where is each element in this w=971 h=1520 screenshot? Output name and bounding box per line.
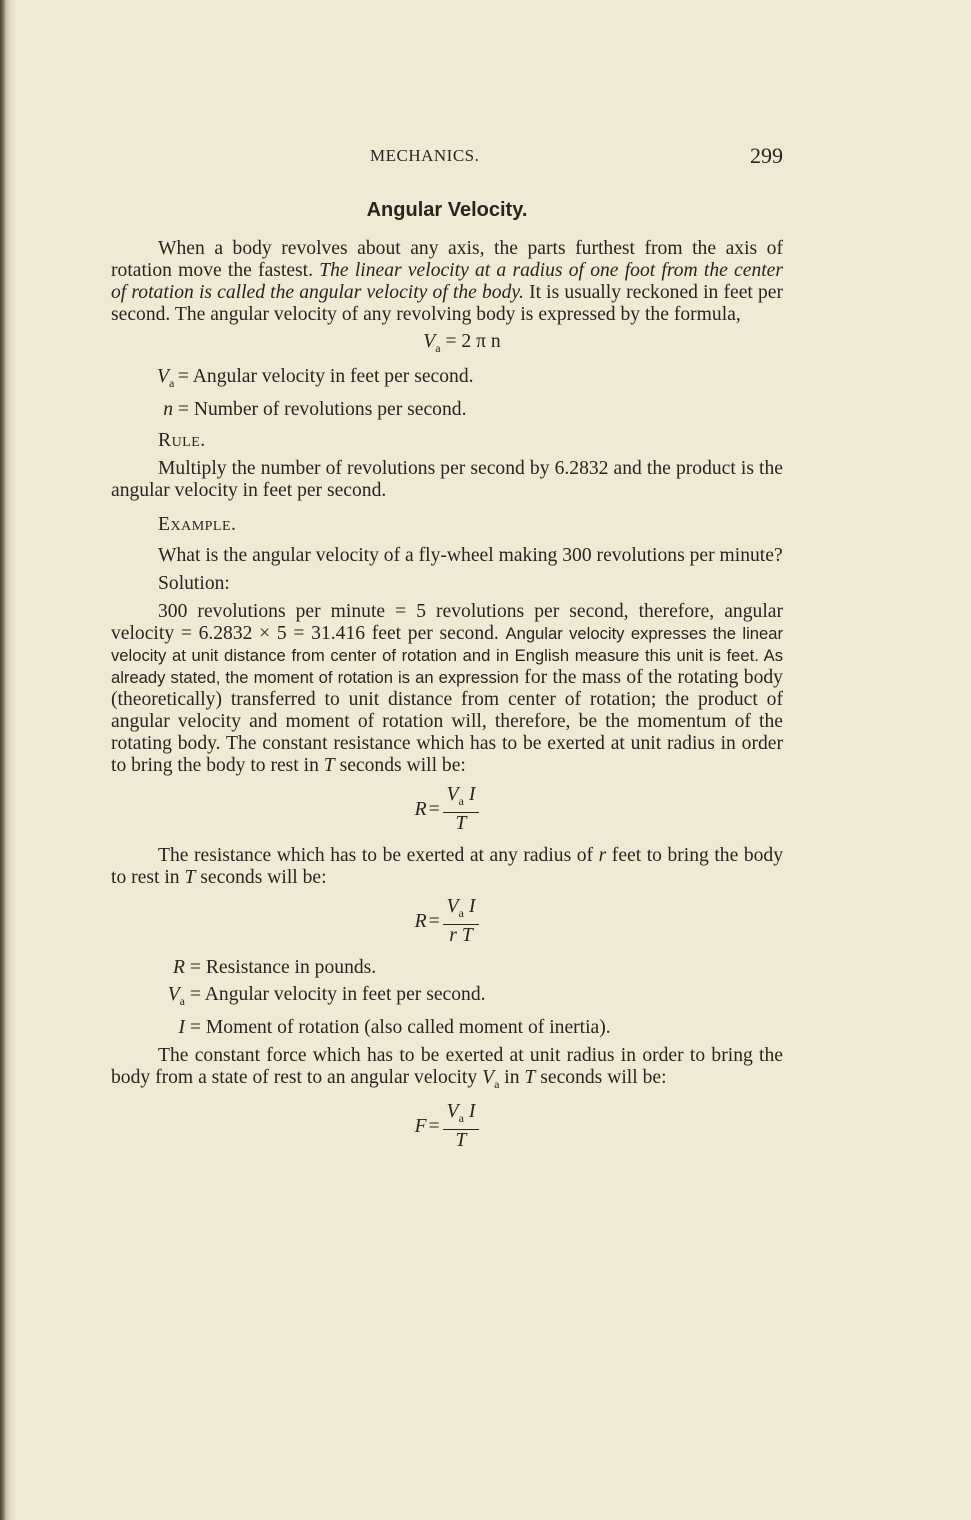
definition-item	[157, 366, 783, 394]
solution-label: Solution:	[158, 572, 230, 594]
book-binding-edge	[0, 0, 16, 1520]
definition-subscript: a	[168, 375, 175, 390]
rule-text: Multiply the number of revolutions per second by 6.2832 and the product is the angular velocity in feet per second.	[111, 457, 783, 501]
variable-t: T	[323, 754, 335, 776]
variable-subscript: a	[494, 1076, 500, 1091]
definition-symbol: R	[173, 956, 185, 978]
definition-text: = Resistance in pounds.	[189, 956, 377, 978]
fraction	[443, 785, 480, 835]
definitions-list-1	[111, 366, 783, 421]
force-formula	[111, 1102, 783, 1152]
definition-symbol: V	[157, 365, 169, 387]
section-title: Angular Velocity.	[366, 199, 528, 221]
intro-text-1: When a body revolves about any axis, the parts furthest from the axis of rotation move the fastest.	[111, 238, 783, 281]
intro-text-2: It is usually reckoned in feet per second. The angular velocity of any revolving body is expressed by the formula,	[111, 282, 783, 325]
formula-equals: =	[428, 910, 440, 932]
page-body	[111, 238, 783, 1162]
force-text-start: The constant force which has to be exerted at unit radius in order to bring the body from a state of rest to an angular velocity	[111, 1044, 783, 1088]
running-head: MECHANICS.	[370, 146, 480, 165]
definition-symbol: n	[163, 398, 173, 420]
example-question: What is the angular velocity of a fly-wheel making 300 revolutions per minute?	[158, 544, 783, 566]
definition-text: = Angular velocity in feet per second.	[177, 365, 474, 387]
force-paragraph	[111, 1045, 783, 1095]
variable-t: T	[524, 1066, 536, 1088]
solution-continuation-end: seconds will be:	[339, 754, 466, 776]
definition-item	[157, 399, 783, 421]
variable-t: T	[184, 866, 196, 888]
force-text-end: seconds will be:	[540, 1066, 667, 1088]
fraction	[443, 1102, 480, 1152]
definition-item	[157, 1017, 783, 1039]
solution-paragraph	[111, 601, 783, 777]
definition-symbol: I	[178, 1016, 185, 1038]
formula-lhs: V	[423, 331, 436, 352]
resistance-formula-radius	[111, 897, 783, 947]
force-text-middle: in	[504, 1066, 520, 1088]
radius-paragraph	[111, 845, 783, 889]
formula-lhs: R	[414, 910, 427, 932]
fraction-numerator: $V_a$ I	[443, 1102, 480, 1130]
definition-text: = Moment of rotation (also called moment of inertia).	[189, 1016, 611, 1038]
formula-equals: =	[428, 798, 440, 820]
fraction-denominator: r T	[449, 924, 473, 946]
formula-subscript: a	[435, 340, 441, 355]
definition-item	[157, 984, 783, 1012]
rule-heading: Rule.	[158, 429, 206, 451]
formula-equals: =	[428, 1116, 440, 1138]
fraction	[443, 897, 480, 947]
variable-v: V	[482, 1066, 495, 1088]
solution-continuation: for the mass of the rotating body (theoretically) transferred to unit distance from center of rotation; the product of angular velocity and moment of rotation will, therefore, be the momentum of the rotating body. The constant resistance which has to be exerted at unit radius in order to bring the body to rest in	[111, 666, 783, 776]
solution-sans-text: Angular velocity expresses the linear velocity at unit distance from center of rotation and in English measure this unit is feet. As already stated, the moment of rotation is an expression	[111, 623, 783, 687]
page-number: 299	[750, 143, 783, 168]
definition-text: = Angular velocity in feet per second.	[189, 983, 486, 1005]
fraction-numerator: $V_a$ I	[443, 897, 480, 925]
definition-item	[157, 957, 783, 979]
fraction-denominator: T	[455, 812, 467, 834]
angular-velocity-formula	[111, 331, 783, 359]
formula-lhs: F	[414, 1116, 427, 1138]
fraction-numerator: $V_a$ I	[443, 785, 480, 813]
definition-subscript: a	[179, 993, 185, 1008]
intro-italic-definition: The linear velocity at a radius of one foot from the center of rotation is called the angular velocity of the body.	[111, 260, 784, 303]
definition-text: = Number of revolutions per second.	[177, 398, 467, 420]
definitions-list-2	[111, 957, 783, 1039]
variable-r: r	[598, 844, 607, 866]
definition-symbol: V	[167, 983, 180, 1005]
fraction-denominator: T	[455, 1130, 467, 1152]
formula-rhs: = 2 π n	[445, 331, 501, 352]
radius-text-start: The resistance which has to be exerted at any radius of	[158, 844, 594, 866]
page-header	[111, 143, 783, 171]
example-heading: Example.	[158, 513, 237, 535]
intro-paragraph	[111, 238, 783, 326]
resistance-formula-unit	[111, 785, 783, 835]
radius-text-middle: feet to bring the body to rest in	[111, 844, 784, 888]
formula-lhs: R	[414, 798, 427, 820]
solution-text: 300 revolutions per minute = 5 revolutions per second, therefore, angular velocity = 6.2832 × 5 = 31.416 feet per second.	[111, 600, 783, 644]
radius-text-end: seconds will be:	[200, 866, 327, 888]
